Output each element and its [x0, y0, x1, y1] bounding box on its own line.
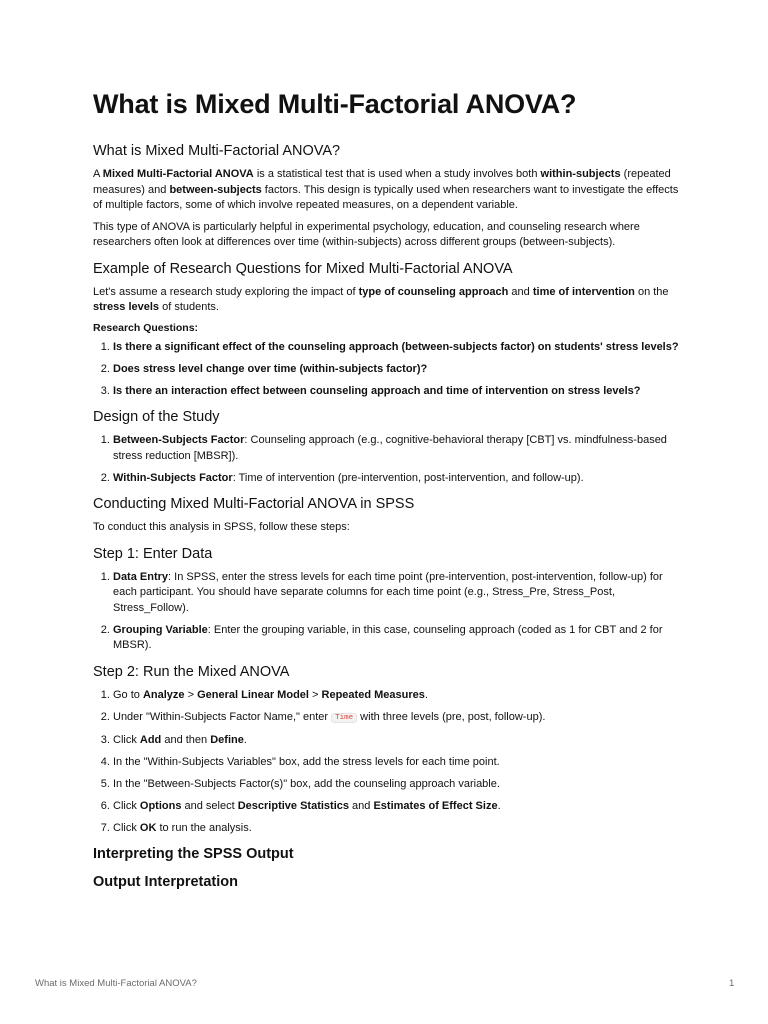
- list-item: 2. Grouping Variable: Enter the grouping variable, in this case, counseling approach (coded as 1 for CBT and 2 for MBSR).: [113, 623, 683, 654]
- list-item: 2. Within-Subjects Factor: Time of intervention (pre-intervention, post-intervention, and follow-up).: [113, 471, 683, 487]
- document-page: [93, 86, 683, 898]
- research-questions-label: Research Questions:: [93, 321, 199, 334]
- research-questions-list: [93, 340, 683, 400]
- page-number: 1: [729, 978, 735, 989]
- section-heading-step-2: Step 2: Run the Mixed ANOVA: [93, 663, 290, 680]
- step-2-list: [93, 688, 683, 837]
- section-heading-research-questions: Example of Research Questions for Mixed Multi-Factorial ANOVA: [93, 260, 513, 277]
- list-item: 3. Click Add and then Define.: [113, 733, 683, 749]
- step-1-list: [93, 570, 683, 654]
- list-item: 2. Does stress level change over time (within-subjects factor)?: [113, 362, 683, 378]
- study-paragraph: Let's assume a research study exploring the impact of type of counseling approach and time of intervention on the stress levels of students.: [93, 285, 669, 313]
- list-item: 1. Between-Subjects Factor: Counseling approach (e.g., cognitive-behavioral therapy [CBT] vs. mindfulness-based stress reduction [MBSR]).: [113, 433, 683, 464]
- page-title: What is Mixed Multi-Factorial ANOVA?: [93, 89, 577, 119]
- design-list: [93, 433, 683, 486]
- section-heading-design: Design of the Study: [93, 409, 220, 425]
- inline-code: Time: [331, 713, 357, 723]
- conducting-paragraph: To conduct this analysis in SPSS, follow these steps:: [93, 521, 350, 533]
- list-item: 7. Click OK to run the analysis.: [113, 821, 683, 837]
- usage-paragraph: This type of ANOVA is particularly helpful in experimental psychology, education, and counseling research where researchers often look at differences over time (within-subjects) across different groups (between-subjects).: [93, 220, 640, 248]
- section-heading-conducting: Conducting Mixed Multi-Factorial ANOVA in SPSS: [93, 496, 415, 512]
- list-item: 6. Click Options and select Descriptive Statistics and Estimates of Effect Size.: [113, 799, 683, 815]
- section-heading-what-is: What is Mixed Multi-Factorial ANOVA?: [93, 143, 341, 159]
- list-item: 5. In the "Between-Subjects Factor(s)" box, add the counseling approach variable.: [113, 777, 683, 793]
- section-heading-interpreting: Interpreting the SPSS Output: [93, 846, 294, 862]
- intro-paragraph: A Mixed Multi-Factorial ANOVA is a statistical test that is used when a study involves both within-subjects (repeated measures) and between-subjects factors. This design is typically used when researchers want to investigate the effects of multiple factors, some of which involve repeated measures, on a dependent variable.: [93, 168, 679, 211]
- list-item: 1. Is there a significant effect of the counseling approach (between-subjects factor) on students' stress levels?: [113, 340, 683, 356]
- list-item: 1. Data Entry: In SPSS, enter the stress levels for each time point (pre-intervention, post-intervention, follow-up) for each participant. You should have separate columns for each time point (e.g., Stress_Pre, Stress_Post, Stress_Follow).: [113, 570, 683, 617]
- section-heading-output-interpretation: Output Interpretation: [93, 874, 238, 890]
- section-heading-step-1: Step 1: Enter Data: [93, 545, 213, 562]
- list-item: 1. Go to Analyze > General Linear Model > Repeated Measures.: [113, 688, 683, 704]
- footer-title: What is Mixed Multi-Factorial ANOVA?: [35, 978, 197, 989]
- list-item: 4. In the "Within-Subjects Variables" box, add the stress levels for each time point.: [113, 755, 683, 771]
- list-item: 2. Under "Within-Subjects Factor Name," enter Time with three levels (pre, post, follow-up).: [113, 710, 683, 727]
- list-item: 3. Is there an interaction effect between counseling approach and time of intervention on stress levels?: [113, 384, 683, 400]
